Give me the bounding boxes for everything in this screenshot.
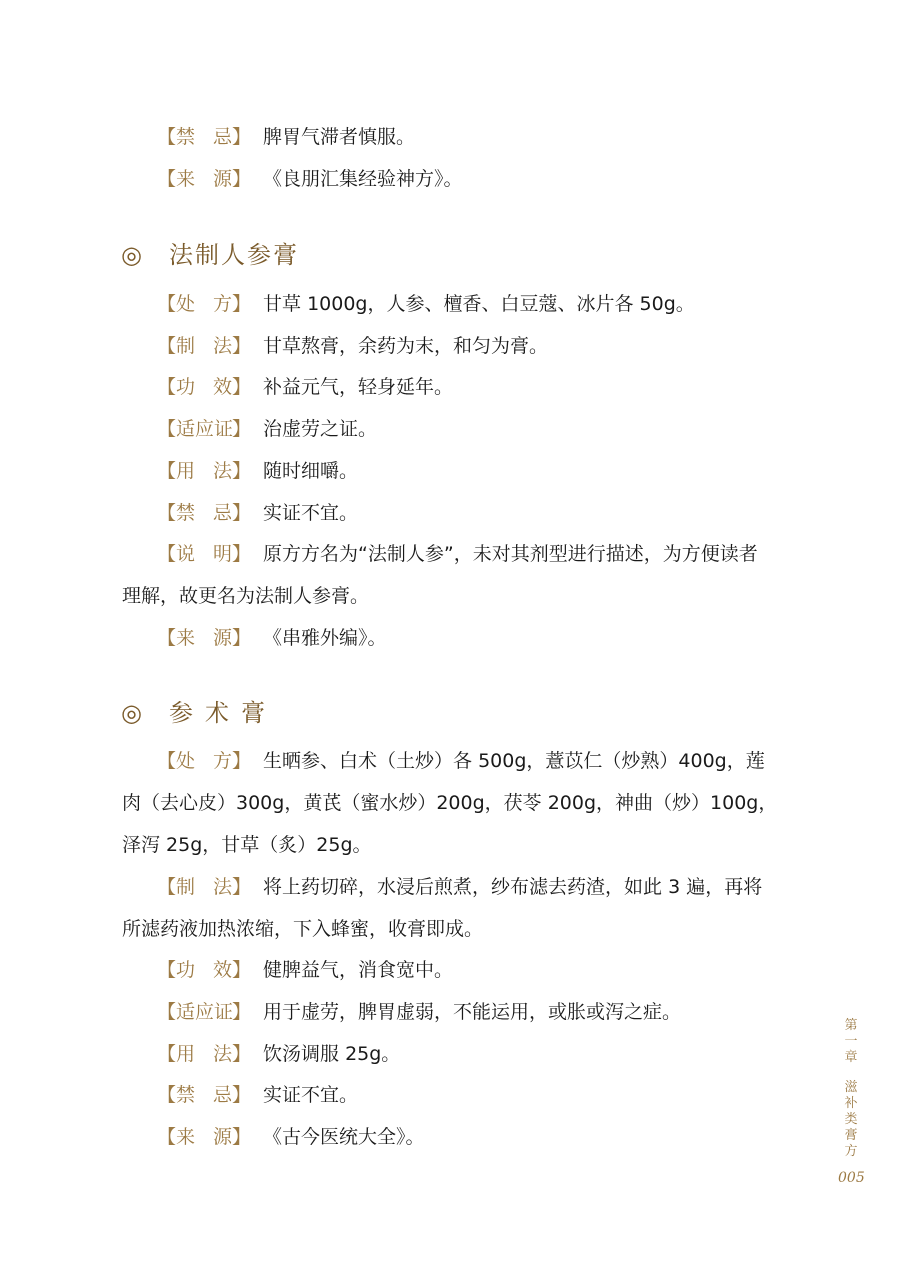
entry-text: 《串雅外编》。 [263,627,387,649]
entry-label: 【处 方】 [157,293,252,315]
entry-label: 【来 源】 [157,1126,252,1148]
section-title-fazhi-renshen-gao [121,235,299,275]
entry-usage [157,1033,797,1075]
entry-text: 补益元气，轻身延年。 [263,376,454,398]
entry-text-line1: 生晒参、白术（土炒）各 500g，薏苡仁（炒熟）400g，莲 [263,750,765,772]
entry-text-line2: 肉（去心皮）300g，黄芪（蜜水炒）200g，茯苓 200g，神曲（炒）100g， [122,792,778,814]
entry-label: 【说 明】 [157,543,252,565]
entry-text: 甘草熬膏，余药为末，和匀为膏。 [263,335,549,357]
entry-preparation [157,325,797,367]
entry-text-line1: 原方方名为“法制人参”，未对其剂型进行描述，为方便读者 [263,543,758,565]
entry-label: 【来 源】 [157,627,252,649]
entry-efficacy [157,366,797,408]
entry-explanation [122,533,797,617]
entry-usage [157,450,797,492]
entry-label: 【适应证】 [157,418,252,440]
section-title-shenzhu-gao [121,693,277,733]
entry-text-line2: 所滤药液加热浓缩，下入蜂蜜，收膏即成。 [122,918,484,940]
entry-text: 甘草 1000g，人参、檀香、白豆蔻、冰片各 50g。 [263,293,695,315]
page-number: 005 [838,1170,865,1186]
entry-contraindication [157,1074,797,1116]
section-title-text: 参术膏 [169,699,277,727]
entry-label: 【制 法】 [157,876,252,898]
section-title-text: 法制人参膏 [169,241,299,269]
entry-text: 随时细嚼。 [263,460,359,482]
entry-label: 【来 源】 [157,168,252,190]
entry-text: 饮汤调服 25g。 [263,1043,401,1065]
entry-efficacy [157,949,797,991]
entry-text: 实证不宜。 [263,1084,359,1106]
entry-prescription [157,283,797,325]
chapter-label: 第 一 章 [844,1018,858,1065]
section-circle-icon: ◎ [121,241,142,269]
entry-label: 【禁 忌】 [157,1084,252,1106]
entry-label: 【功 效】 [157,959,252,981]
section-circle-icon: ◎ [121,699,142,727]
entry-contraindication [157,492,797,534]
entry-contraindication [157,116,797,158]
entry-label: 【用 法】 [157,460,252,482]
entry-indication [157,408,797,450]
entry-text-line1: 将上药切碎，水浸后煎煮，纱布滤去药渣，如此 3 遍，再将 [263,876,763,898]
entry-label: 【用 法】 [157,1043,252,1065]
entry-label: 【禁 忌】 [157,502,252,524]
entry-text: 脾胃气滞者慎服。 [263,126,416,148]
subject-label: 滋 补 类 膏 方 [844,1080,858,1159]
entry-text: 健脾益气，消食宽中。 [263,959,454,981]
entry-text: 《良朋汇集经验神方》。 [263,168,463,190]
entry-text-line3: 泽泻 25g，甘草（炙）25g。 [122,834,372,856]
entry-source [157,617,797,659]
entry-text: 实证不宜。 [263,502,359,524]
entry-label: 【处 方】 [157,750,252,772]
entry-text: 《古今医统大全》。 [263,1126,425,1148]
entry-label: 【禁 忌】 [157,126,252,148]
entry-text-line2: 理解，故更名为法制人参膏。 [122,585,370,607]
entry-label: 【功 效】 [157,376,252,398]
entry-prescription [122,740,797,866]
entry-label: 【适应证】 [157,1001,252,1023]
entry-text: 治虚劳之证。 [263,418,378,440]
entry-preparation [122,866,797,950]
entry-indication [157,991,797,1033]
chapter-running-head [842,1018,860,1160]
entry-label: 【制 法】 [157,335,252,357]
entry-text: 用于虚劳，脾胃虚弱，不能运用，或胀或泻之症。 [263,1001,682,1023]
entry-source [157,158,797,200]
entry-source [157,1116,797,1158]
